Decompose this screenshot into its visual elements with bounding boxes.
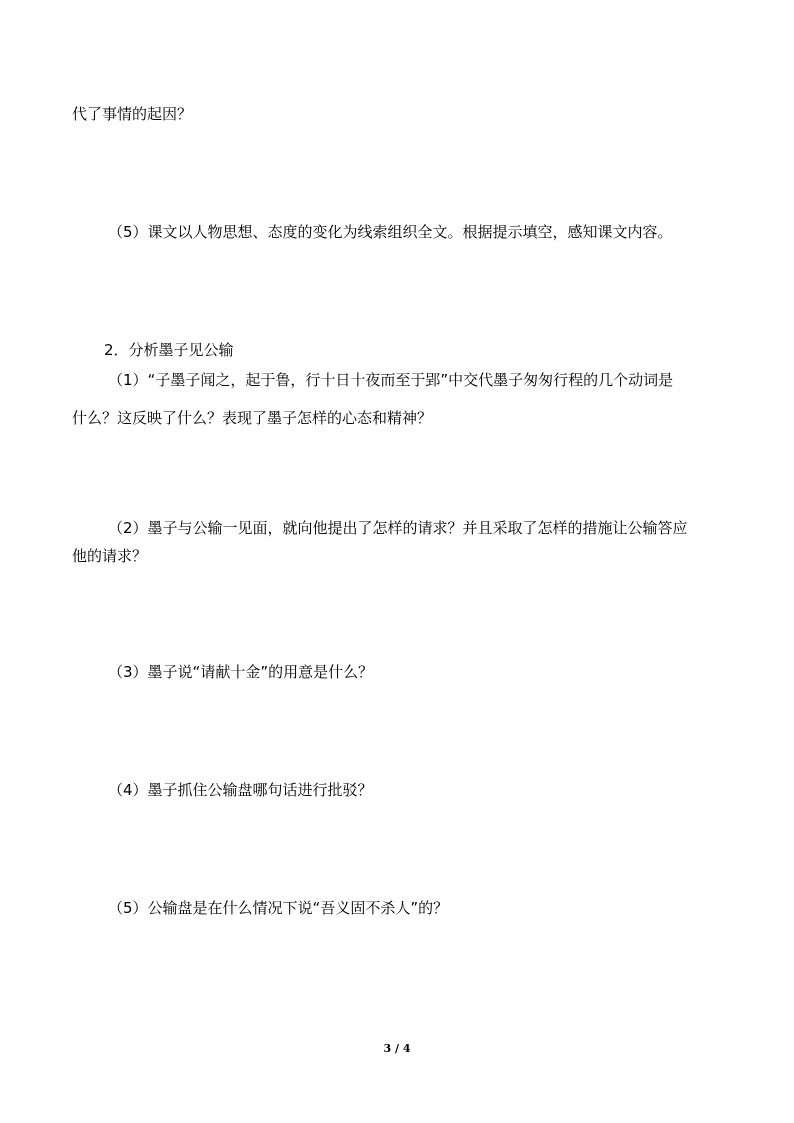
page-number: 3 / 4 (383, 1042, 411, 1055)
question-1-5: （5）课文以人物思想、态度的变化为线索组织全文。根据提示填空，感知课文内容。 (108, 223, 673, 241)
question-2-5: （5）公输盘是在什么情况下说“吾义固不杀人”的？ (108, 899, 449, 917)
question-2-1-line-1: （1）“子墨子闻之，起于鲁，行十日十夜而至于郢”中交代墨子匆匆行程的几个动词是 (108, 371, 674, 389)
question-2-3: （3）墨子说“请献十金”的用意是什么？ (108, 663, 374, 681)
question-2-1-line-2: 什么？这反映了什么？表现了墨子怎样的心态和精神？ (72, 409, 433, 427)
section-heading-2: 2．分析墨子见公输 (104, 341, 234, 359)
text-line-continuation: 代了事情的起因？ (72, 105, 193, 123)
question-2-2-line-2: 他的请求？ (72, 547, 148, 565)
question-2-2-line-1: （2）墨子与公输一见面，就向他提出了怎样的请求？并且采取了怎样的措施让公输答应 (108, 519, 688, 537)
question-2-4: （4）墨子抓住公输盘哪句话进行批驳？ (108, 781, 373, 799)
